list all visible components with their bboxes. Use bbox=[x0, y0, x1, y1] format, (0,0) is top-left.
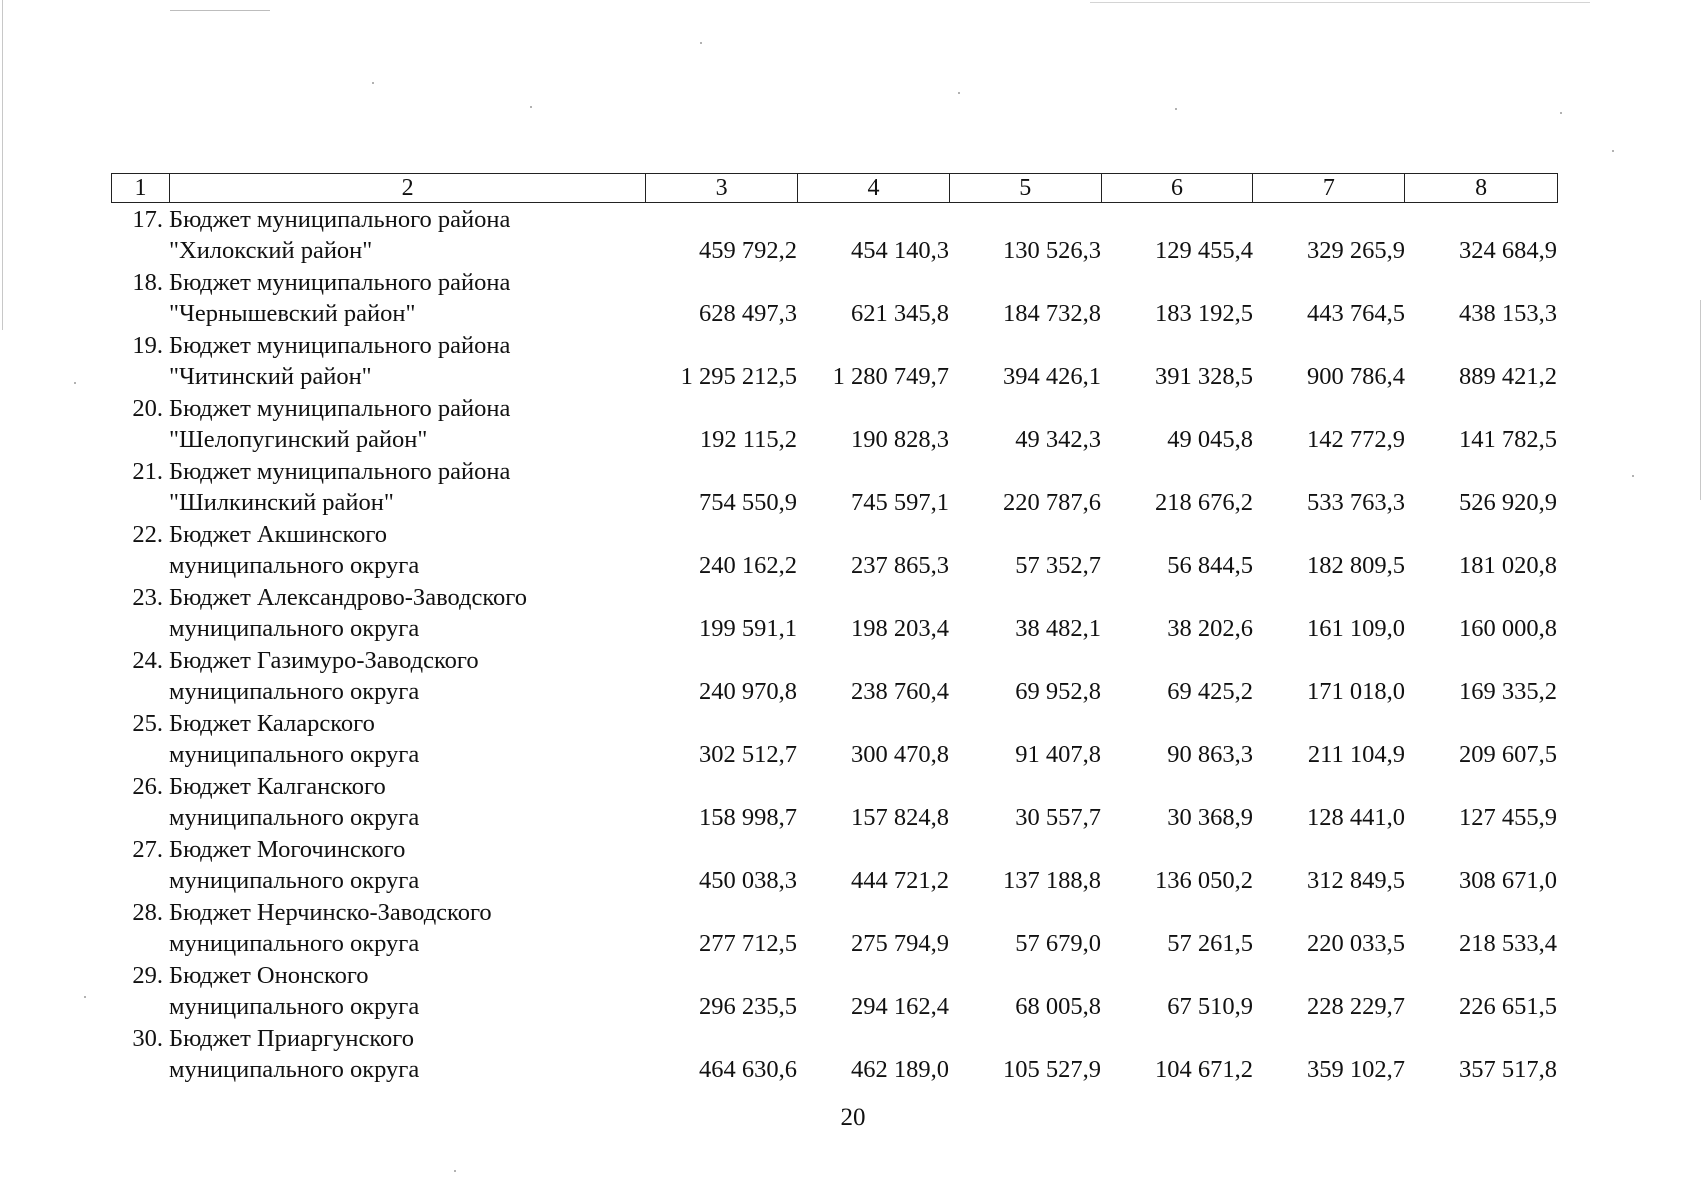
value-cell-col-7: 161 109,0 bbox=[1307, 615, 1405, 642]
value-cell-col-3: 240 162,2 bbox=[699, 552, 797, 579]
budget-name-line1: Бюджет муниципального района bbox=[169, 458, 511, 485]
budget-name-line1: Бюджет муниципального района bbox=[169, 206, 511, 233]
scan-artifact bbox=[1090, 2, 1590, 3]
value-cell-col-4: 300 470,8 bbox=[851, 741, 949, 768]
value-cell-col-8: 141 782,5 bbox=[1459, 426, 1557, 453]
value-cell-col-3: 628 497,3 bbox=[699, 300, 797, 327]
row-number: 18. bbox=[132, 269, 163, 296]
value-cell-col-5: 49 342,3 bbox=[1015, 426, 1101, 453]
value-cell-col-7: 171 018,0 bbox=[1307, 678, 1405, 705]
value-cell-col-4: 190 828,3 bbox=[851, 426, 949, 453]
value-cell-col-6: 57 261,5 bbox=[1167, 930, 1253, 957]
value-cell-col-7: 128 441,0 bbox=[1307, 804, 1405, 831]
value-cell-col-5: 220 787,6 bbox=[1003, 489, 1101, 516]
value-cell-col-3: 296 235,5 bbox=[699, 993, 797, 1020]
scan-artifact bbox=[372, 82, 374, 84]
budget-name-line2: муниципального округа bbox=[169, 867, 420, 894]
value-cell-col-8: 438 153,3 bbox=[1459, 300, 1557, 327]
value-cell-col-8: 218 533,4 bbox=[1459, 930, 1557, 957]
value-cell-col-5: 91 407,8 bbox=[1015, 741, 1101, 768]
budget-name-line2: "Хилокский район" bbox=[169, 237, 373, 264]
value-cell-col-5: 68 005,8 bbox=[1015, 993, 1101, 1020]
budget-name-line1: Бюджет Газимуро-Заводского bbox=[169, 647, 479, 674]
table-row bbox=[111, 393, 1558, 456]
table-row bbox=[111, 960, 1558, 1023]
scan-artifact bbox=[74, 382, 76, 384]
budget-name-line1: Бюджет муниципального района bbox=[169, 269, 511, 296]
table-row bbox=[111, 267, 1558, 330]
value-cell-col-7: 329 265,9 bbox=[1307, 237, 1405, 264]
value-cell-col-7: 443 764,5 bbox=[1307, 300, 1405, 327]
value-cell-col-4: 157 824,8 bbox=[851, 804, 949, 831]
row-number: 25. bbox=[132, 710, 163, 737]
budget-name-line2: "Чернышевский район" bbox=[169, 300, 416, 327]
value-cell-col-5: 184 732,8 bbox=[1003, 300, 1101, 327]
row-number: 28. bbox=[132, 899, 163, 926]
budget-name-line2: муниципального округа bbox=[169, 1056, 420, 1083]
header-cell: 3 bbox=[646, 174, 798, 202]
value-cell-col-6: 30 368,9 bbox=[1167, 804, 1253, 831]
value-cell-col-7: 533 763,3 bbox=[1307, 489, 1405, 516]
scan-artifact bbox=[2, 0, 3, 330]
header-cell: 2 bbox=[170, 174, 646, 202]
scan-artifact bbox=[1632, 475, 1634, 477]
header-cell: 1 bbox=[112, 174, 170, 202]
value-cell-col-6: 218 676,2 bbox=[1155, 489, 1253, 516]
row-number: 29. bbox=[132, 962, 163, 989]
value-cell-col-5: 30 557,7 bbox=[1015, 804, 1101, 831]
row-number: 22. bbox=[132, 521, 163, 548]
value-cell-col-6: 56 844,5 bbox=[1167, 552, 1253, 579]
value-cell-col-3: 464 630,6 bbox=[699, 1056, 797, 1083]
value-cell-col-8: 209 607,5 bbox=[1459, 741, 1557, 768]
table-row bbox=[111, 204, 1558, 267]
value-cell-col-4: 294 162,4 bbox=[851, 993, 949, 1020]
value-cell-col-6: 129 455,4 bbox=[1155, 237, 1253, 264]
scan-artifact bbox=[530, 106, 532, 108]
budget-name-line1: Бюджет Нерчинско-Заводского bbox=[169, 899, 492, 926]
scan-artifact bbox=[1700, 300, 1701, 500]
table-row bbox=[111, 1023, 1558, 1086]
budget-name-line2: муниципального округа bbox=[169, 993, 420, 1020]
budget-name-line2: муниципального округа bbox=[169, 930, 420, 957]
value-cell-col-7: 182 809,5 bbox=[1307, 552, 1405, 579]
scan-artifact bbox=[1175, 108, 1177, 110]
value-cell-col-8: 324 684,9 bbox=[1459, 237, 1557, 264]
row-number: 26. bbox=[132, 773, 163, 800]
header-cell: 8 bbox=[1475, 175, 1488, 201]
value-cell-col-4: 454 140,3 bbox=[851, 237, 949, 264]
value-cell-col-3: 240 970,8 bbox=[699, 678, 797, 705]
value-cell-col-4: 198 203,4 bbox=[851, 615, 949, 642]
value-cell-col-3: 199 591,1 bbox=[699, 615, 797, 642]
value-cell-col-6: 69 425,2 bbox=[1167, 678, 1253, 705]
value-cell-col-3: 1 295 212,5 bbox=[680, 363, 797, 390]
budget-name-line2: "Шелопугинский район" bbox=[169, 426, 428, 453]
value-cell-col-3: 158 998,7 bbox=[699, 804, 797, 831]
budget-name-line2: "Читинский район" bbox=[169, 363, 372, 390]
budget-name-line2: "Шилкинский район" bbox=[169, 489, 394, 516]
value-cell-col-3: 192 115,2 bbox=[699, 426, 797, 453]
header-cell: 7 bbox=[1253, 174, 1405, 202]
budget-name-line1: Бюджет муниципального района bbox=[169, 395, 511, 422]
value-cell-col-4: 275 794,9 bbox=[851, 930, 949, 957]
table-row bbox=[111, 456, 1558, 519]
value-cell-col-6: 90 863,3 bbox=[1167, 741, 1253, 768]
page-number: 20 bbox=[840, 1104, 866, 1131]
row-number: 30. bbox=[132, 1025, 163, 1052]
value-cell-col-8: 889 421,2 bbox=[1459, 363, 1557, 390]
row-number: 20. bbox=[132, 395, 163, 422]
value-cell-col-3: 277 712,5 bbox=[699, 930, 797, 957]
row-number: 23. bbox=[132, 584, 163, 611]
value-cell-col-6: 136 050,2 bbox=[1155, 867, 1253, 894]
value-cell-col-5: 57 679,0 bbox=[1015, 930, 1101, 957]
value-cell-col-6: 38 202,6 bbox=[1167, 615, 1253, 642]
value-cell-col-6: 104 671,2 bbox=[1155, 1056, 1253, 1083]
value-cell-col-7: 359 102,7 bbox=[1307, 1056, 1405, 1083]
value-cell-col-7: 142 772,9 bbox=[1307, 426, 1405, 453]
budget-name-line1: Бюджет Могочинского bbox=[169, 836, 406, 863]
value-cell-col-8: 357 517,8 bbox=[1459, 1056, 1557, 1083]
table-row bbox=[111, 582, 1558, 645]
budget-name-line1: Бюджет муниципального района bbox=[169, 332, 511, 359]
table-row bbox=[111, 708, 1558, 771]
budget-name-line1: Бюджет Калганского bbox=[169, 773, 386, 800]
value-cell-col-5: 105 527,9 bbox=[1003, 1056, 1101, 1083]
table-row bbox=[111, 645, 1558, 708]
value-cell-col-5: 38 482,1 bbox=[1015, 615, 1101, 642]
budget-name-line2: муниципального округа bbox=[169, 615, 420, 642]
budget-name-line1: Бюджет Александрово-Заводского bbox=[169, 584, 527, 611]
budget-name-line1: Бюджет Акшинского bbox=[169, 521, 388, 548]
value-cell-col-7: 900 786,4 bbox=[1307, 363, 1405, 390]
value-cell-col-3: 754 550,9 bbox=[699, 489, 797, 516]
budget-name-line2: муниципального округа bbox=[169, 552, 420, 579]
budget-name-line2: муниципального округа bbox=[169, 741, 420, 768]
value-cell-col-6: 391 328,5 bbox=[1155, 363, 1253, 390]
scan-artifact bbox=[1560, 112, 1562, 114]
scan-artifact bbox=[84, 996, 86, 998]
scan-artifact bbox=[958, 92, 960, 94]
value-cell-col-7: 211 104,9 bbox=[1307, 741, 1405, 768]
value-cell-col-5: 57 352,7 bbox=[1015, 552, 1101, 579]
value-cell-col-4: 238 760,4 bbox=[851, 678, 949, 705]
table-row bbox=[111, 897, 1558, 960]
row-number: 17. bbox=[132, 206, 163, 233]
value-cell-col-7: 220 033,5 bbox=[1307, 930, 1405, 957]
table-row bbox=[111, 771, 1558, 834]
budget-name-line1: Бюджет Ононского bbox=[169, 962, 369, 989]
budget-name-line2: муниципального округа bbox=[169, 678, 420, 705]
value-cell-col-4: 462 189,0 bbox=[851, 1056, 949, 1083]
row-number: 27. bbox=[132, 836, 163, 863]
row-number: 19. bbox=[132, 332, 163, 359]
value-cell-col-4: 237 865,3 bbox=[851, 552, 949, 579]
value-cell-col-7: 228 229,7 bbox=[1307, 993, 1405, 1020]
scan-artifact bbox=[170, 10, 270, 11]
value-cell-col-7: 312 849,5 bbox=[1307, 867, 1405, 894]
budget-name-line2: муниципального округа bbox=[169, 804, 420, 831]
value-cell-col-5: 69 952,8 bbox=[1015, 678, 1101, 705]
scan-artifact bbox=[700, 42, 702, 44]
value-cell-col-3: 459 792,2 bbox=[699, 237, 797, 264]
value-cell-col-8: 526 920,9 bbox=[1459, 489, 1557, 516]
value-cell-col-6: 67 510,9 bbox=[1167, 993, 1253, 1020]
value-cell-col-8: 308 671,0 bbox=[1459, 867, 1557, 894]
value-cell-col-6: 49 045,8 bbox=[1167, 426, 1253, 453]
header-cell: 5 bbox=[950, 174, 1102, 202]
table-row bbox=[111, 519, 1558, 582]
value-cell-col-8: 160 000,8 bbox=[1459, 615, 1557, 642]
row-number: 21. bbox=[132, 458, 163, 485]
value-cell-col-4: 745 597,1 bbox=[851, 489, 949, 516]
value-cell-col-8: 127 455,9 bbox=[1459, 804, 1557, 831]
budget-name-line1: Бюджет Приаргунского bbox=[169, 1025, 414, 1052]
header-cell: 4 bbox=[798, 174, 950, 202]
row-number: 24. bbox=[132, 647, 163, 674]
value-cell-col-8: 226 651,5 bbox=[1459, 993, 1557, 1020]
scan-artifact bbox=[454, 1170, 456, 1172]
table-header-row bbox=[111, 173, 1558, 203]
value-cell-col-3: 450 038,3 bbox=[699, 867, 797, 894]
value-cell-col-3: 302 512,7 bbox=[699, 741, 797, 768]
budget-name-line1: Бюджет Каларского bbox=[169, 710, 375, 737]
value-cell-col-5: 130 526,3 bbox=[1003, 237, 1101, 264]
scan-artifact bbox=[1612, 150, 1614, 152]
value-cell-col-5: 394 426,1 bbox=[1003, 363, 1101, 390]
value-cell-col-8: 181 020,8 bbox=[1459, 552, 1557, 579]
header-cell: 6 bbox=[1102, 174, 1254, 202]
value-cell-col-4: 1 280 749,7 bbox=[832, 363, 949, 390]
value-cell-col-5: 137 188,8 bbox=[1003, 867, 1101, 894]
value-cell-col-8: 169 335,2 bbox=[1459, 678, 1557, 705]
value-cell-col-4: 621 345,8 bbox=[851, 300, 949, 327]
table-row bbox=[111, 330, 1558, 393]
table-body bbox=[111, 204, 1558, 1086]
table-row bbox=[111, 834, 1558, 897]
value-cell-col-6: 183 192,5 bbox=[1155, 300, 1253, 327]
value-cell-col-4: 444 721,2 bbox=[851, 867, 949, 894]
